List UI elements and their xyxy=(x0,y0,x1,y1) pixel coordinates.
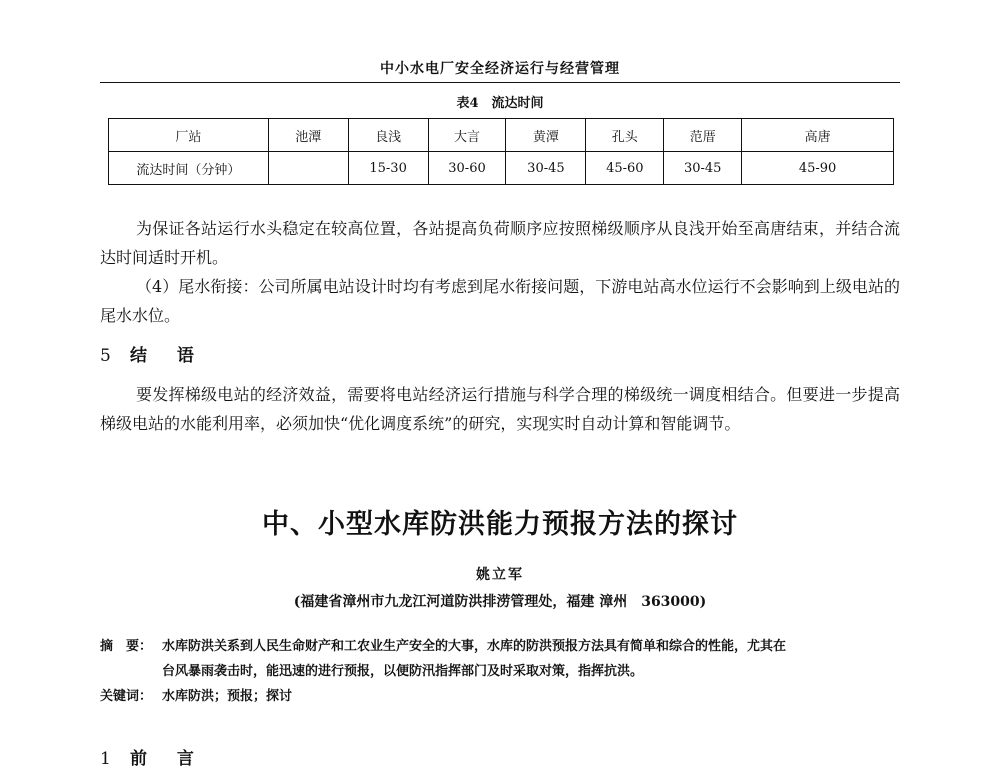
column-header: 高唐 xyxy=(742,119,894,152)
column-header: 池潭 xyxy=(268,119,348,152)
keywords-line xyxy=(100,684,900,709)
abstract-line-1 xyxy=(100,634,900,659)
running-header: 中小水电厂安全经济运行与经营管理 xyxy=(380,61,620,77)
paragraph-tailwater: （4）尾水衔接：公司所属电站设计时均有考虑到尾水衔接问题，下游电站高水位运行不会影响到上级电站的尾水水位。 xyxy=(100,277,900,325)
paragraph-flow-time: 为保证各站运行水头稳定在较高位置，各站提高负荷顺序应按照梯级顺序从良浅开始至高唐结束，并结合流达时间适时开机。 xyxy=(100,219,900,267)
abstract-block xyxy=(100,634,900,709)
abstract-label: 摘 要： xyxy=(100,639,153,654)
table-cell: 45-60 xyxy=(586,152,664,185)
article-title: 中、小型水库防洪能力预报方法的探讨 xyxy=(262,509,738,540)
column-header: 范厝 xyxy=(664,119,742,152)
column-header: 大言 xyxy=(428,119,506,152)
section-title: 结 语 xyxy=(130,346,206,366)
section-number: 1 xyxy=(100,749,111,769)
section-1-heading xyxy=(100,744,206,769)
column-header: 孔头 xyxy=(586,119,664,152)
column-header: 黄潭 xyxy=(506,119,586,152)
table-cell: 30-45 xyxy=(664,152,742,185)
header-rule xyxy=(100,82,900,83)
table-caption: 表4 流达时间 xyxy=(456,96,544,111)
flow-time-table xyxy=(108,118,894,185)
article-author: 姚立军 xyxy=(476,567,524,583)
column-header: 厂站 xyxy=(109,119,269,152)
table-cell: 流达时间（分钟） xyxy=(109,152,269,185)
section-title: 前 言 xyxy=(130,749,206,769)
section-number: 5 xyxy=(100,346,111,366)
table-header-row xyxy=(109,119,894,152)
table-cell: 15-30 xyxy=(348,152,428,185)
section-5-heading xyxy=(100,341,206,366)
column-header: 良浅 xyxy=(348,119,428,152)
table-row xyxy=(109,152,894,185)
paragraph-conclusion: 要发挥梯级电站的经济效益，需要将电站经济运行措施与科学合理的梯级统一调度相结合。但要进一步提高梯级电站的水能利用率，必须加快“优化调度系统”的研究，实现实时自动计算和智能调节。 xyxy=(100,385,900,433)
article-affiliation: (福建省漳州市九龙江河道防洪排涝管理处，福建 漳州 363000) xyxy=(293,594,707,610)
abstract-text: 水库防洪关系到人民生命财产和工农业生产安全的大事，水库的防洪预报方法具有简单和综合的性能，尤其在 xyxy=(162,639,787,654)
abstract-line-2: 台风暴雨袭击时，能迅速的进行预报，以便防汛指挥部门及时采取对策，指挥抗洪。 xyxy=(162,664,644,679)
table-cell: 45-90 xyxy=(742,152,894,185)
keywords-label: 关键词： xyxy=(100,689,153,704)
table-cell: 30-45 xyxy=(506,152,586,185)
table-cell: 30-60 xyxy=(428,152,506,185)
table-cell xyxy=(268,152,348,185)
keywords-text: 水库防洪；预报；探讨 xyxy=(162,689,293,704)
